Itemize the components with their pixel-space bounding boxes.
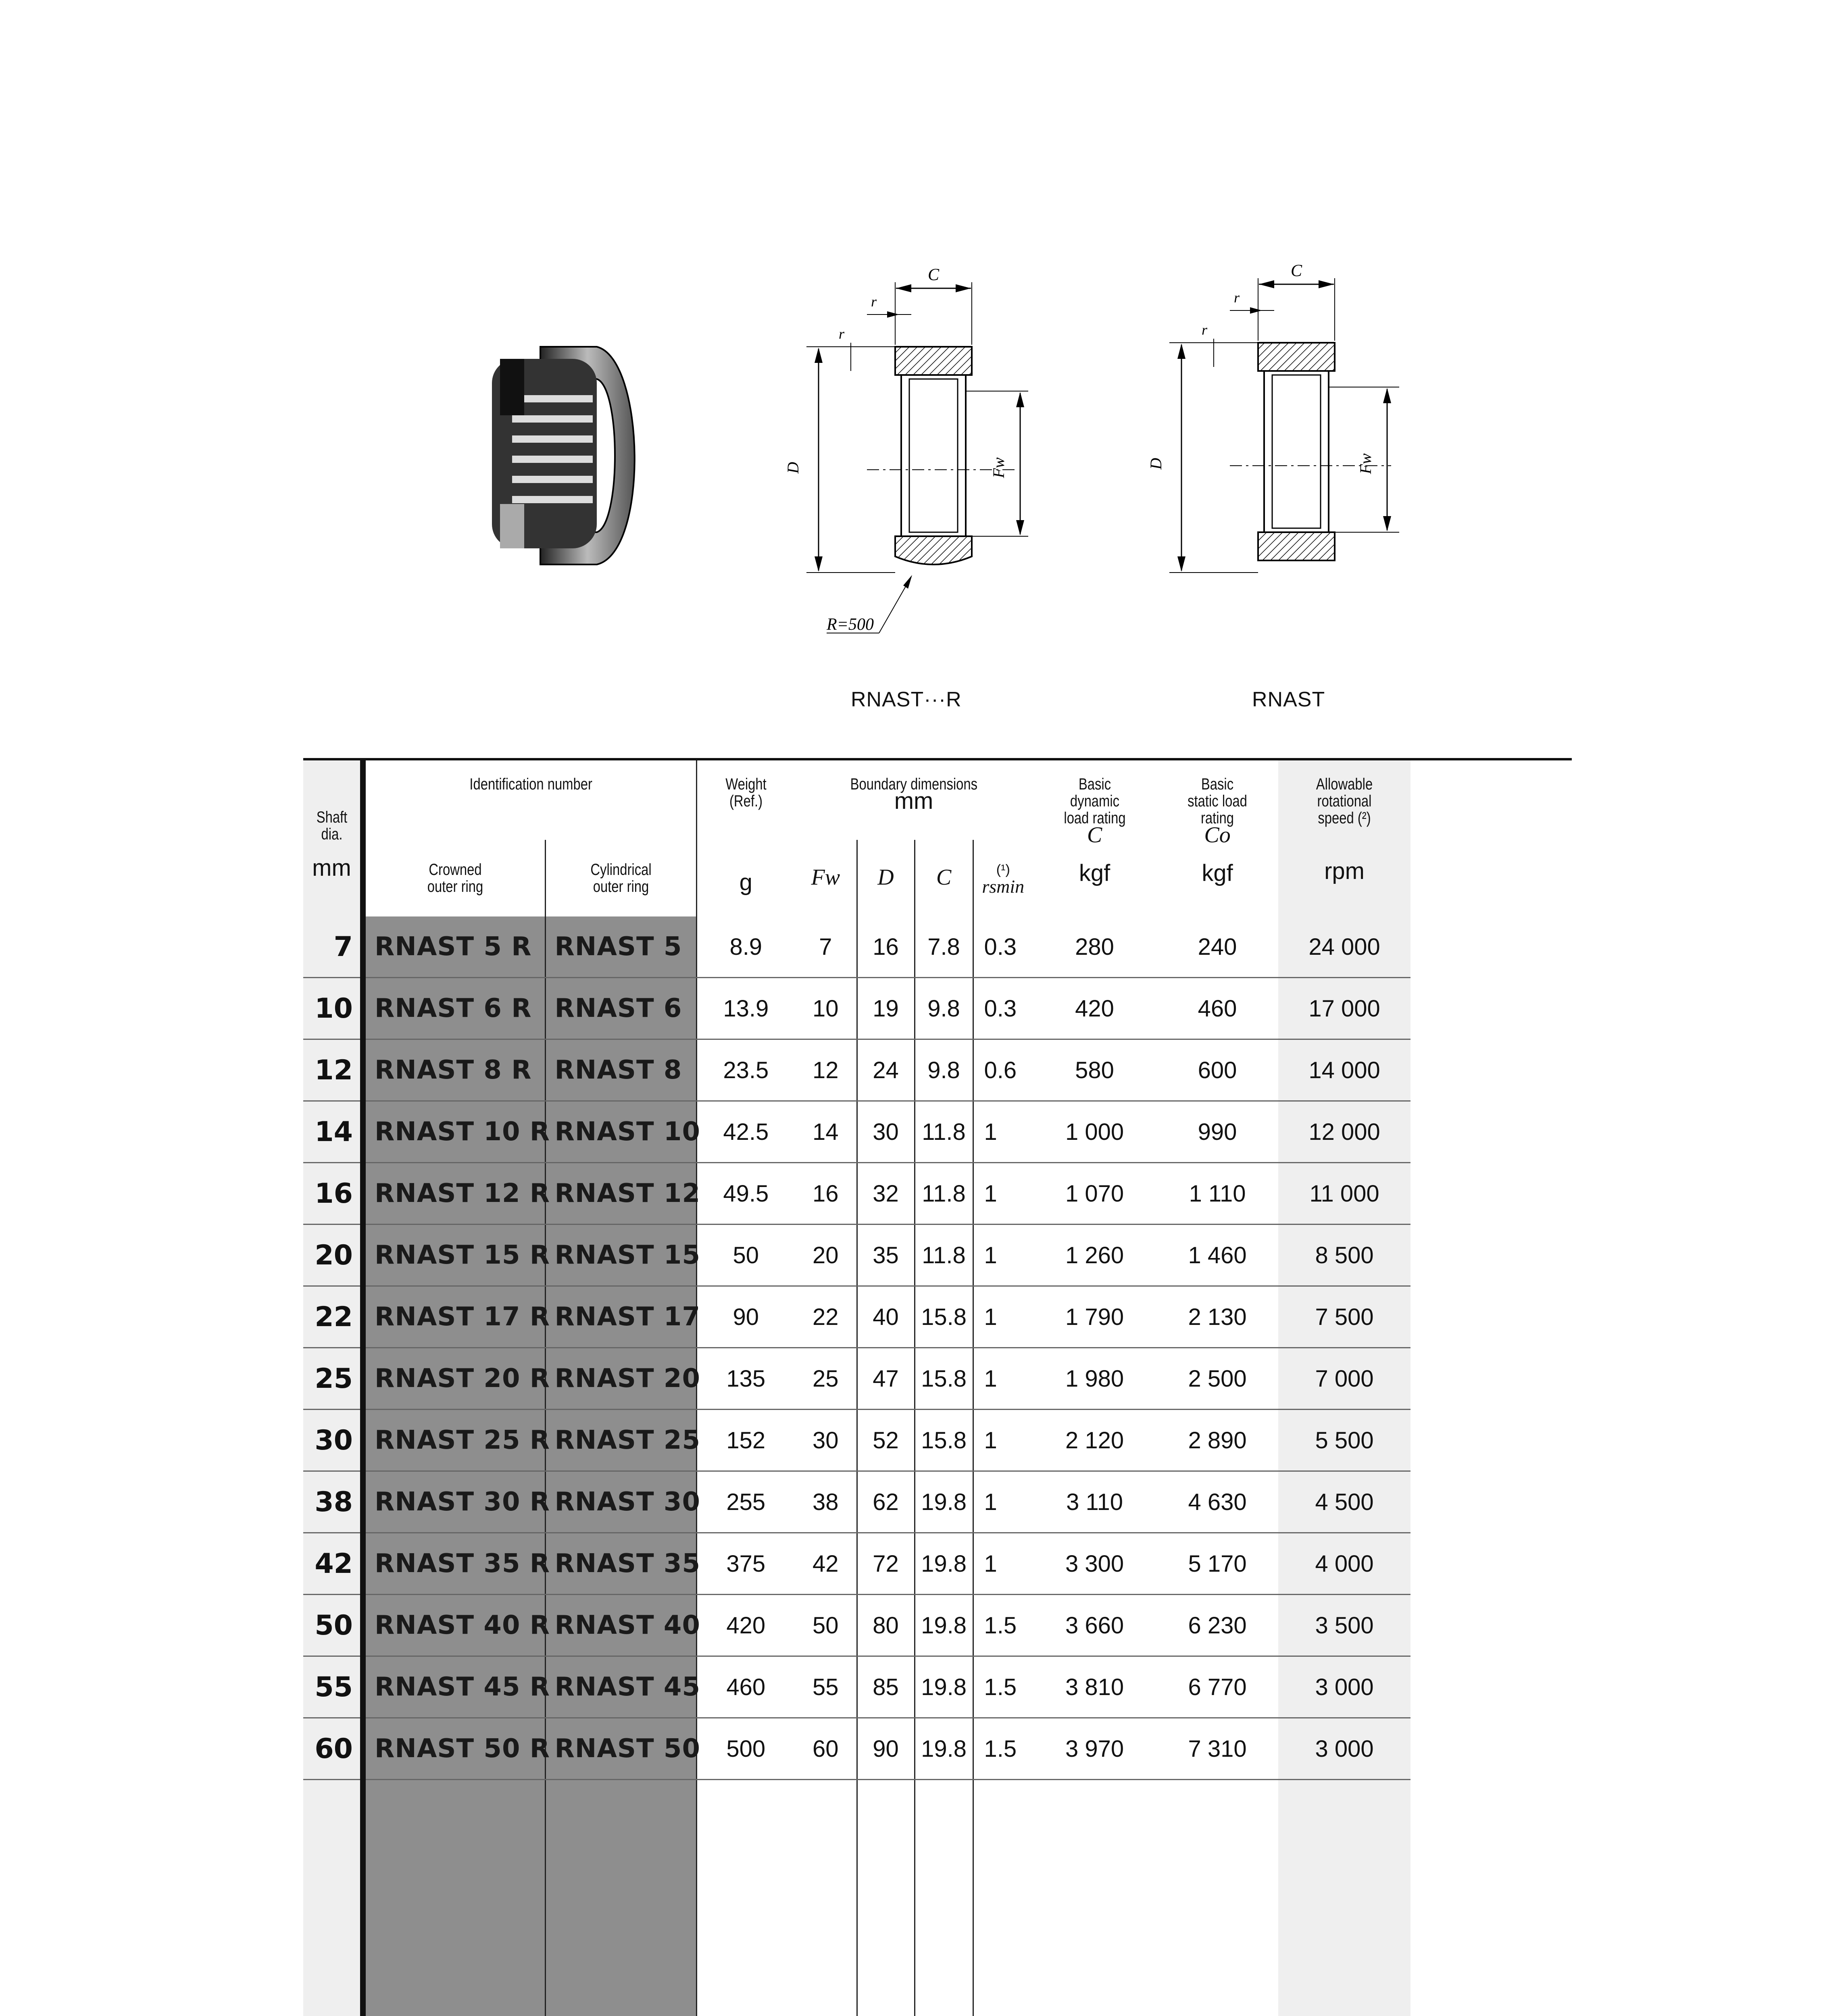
cell-weight: 460 (696, 1656, 795, 1718)
cell-c: 19.8 (915, 1471, 973, 1533)
cell-c: 11.8 (915, 1163, 973, 1225)
cell-shaft: 16 (303, 1163, 363, 1225)
cell-rsmin: 0.3 (973, 978, 1033, 1039)
cell-c: 9.8 (915, 978, 973, 1039)
cell-static: 6 770 (1156, 1656, 1278, 1718)
header-crowned (363, 840, 545, 916)
header-dynamic-label: Basic dynamic load rating (1063, 775, 1126, 827)
cell-shaft: 25 (303, 1348, 363, 1410)
cell-rsmin: 1 (973, 1410, 1033, 1471)
bearing-photo (476, 335, 653, 577)
cell-speed: 11 000 (1278, 1163, 1410, 1225)
cell-c: 7.8 (915, 916, 973, 978)
cell-dynamic: 1 790 (1033, 1286, 1156, 1348)
dim-c-label-2: C (1290, 262, 1302, 280)
cell-dynamic: 3 110 (1033, 1471, 1156, 1533)
table-row (303, 1348, 1572, 1410)
cell-crowned: RNAST 35 R (363, 1533, 545, 1595)
cell-static: 1 110 (1156, 1163, 1278, 1225)
cell-weight: 50 (696, 1225, 795, 1286)
cell-rsmin: 0.3 (973, 916, 1033, 978)
svg-text:r: r (1202, 322, 1208, 338)
cell-static: 2 500 (1156, 1348, 1278, 1410)
cell-c: 15.8 (915, 1286, 973, 1348)
header-speed-label: Allowable rotational speed (²) (1316, 775, 1373, 827)
caption-rnast-r: RNAST···R (851, 688, 962, 711)
cell-rsmin: 1 (973, 1348, 1033, 1410)
dim-d-label-2: D (1147, 458, 1165, 470)
cell-static: 600 (1156, 1039, 1278, 1101)
cell-c: 15.8 (915, 1348, 973, 1410)
cell-shaft: 22 (303, 1286, 363, 1348)
cell-d: 62 (857, 1471, 915, 1533)
cell-dynamic: 1 260 (1033, 1225, 1156, 1286)
cell-dynamic: 3 660 (1033, 1595, 1156, 1656)
cell-shaft: 55 (303, 1656, 363, 1718)
cell-c: 15.8 (915, 1410, 973, 1471)
cell-static: 2 130 (1156, 1286, 1278, 1348)
header-d (857, 840, 915, 916)
cell-d: 16 (857, 916, 915, 978)
cell-weight: 49.5 (696, 1163, 795, 1225)
cell-rsmin: 1 (973, 1533, 1033, 1595)
cell-cylindrical: RNAST 25 (545, 1410, 696, 1471)
cell-dynamic: 1 070 (1033, 1163, 1156, 1225)
svg-text:r: r (839, 326, 845, 342)
table-row (303, 1718, 1572, 1780)
cell-cylindrical: RNAST 30 (545, 1471, 696, 1533)
cell-rsmin: 1 (973, 1225, 1033, 1286)
cell-shaft: 12 (303, 1039, 363, 1101)
cell-c: 19.8 (915, 1656, 973, 1718)
cell-weight: 420 (696, 1595, 795, 1656)
cell-weight: 90 (696, 1286, 795, 1348)
table-filler (303, 1780, 1572, 2016)
table-row (303, 1286, 1572, 1348)
header-rsmin-symbol: rsmin (982, 876, 1025, 897)
header-weight (696, 759, 795, 916)
header-speed (1278, 759, 1410, 916)
cell-d: 85 (857, 1656, 915, 1718)
cell-c: 19.8 (915, 1718, 973, 1780)
cell-weight: 152 (696, 1410, 795, 1471)
header-fw-symbol: Fw (811, 864, 840, 890)
dim-c-label: C (927, 266, 940, 284)
spec-table (303, 758, 1572, 2016)
table-row (303, 1163, 1572, 1225)
header-rsmin-note: (¹) (996, 862, 1010, 877)
table-row (303, 1225, 1572, 1286)
header-c-symbol: C (936, 864, 952, 890)
header-crowned-label: Crowned outer ring (427, 861, 483, 896)
table-row (303, 1471, 1572, 1533)
cell-shaft: 38 (303, 1471, 363, 1533)
header-weight-unit: g (739, 869, 752, 896)
cell-rsmin: 1.5 (973, 1595, 1033, 1656)
table-row (303, 1656, 1572, 1718)
drawing-rnast-r (766, 258, 1048, 661)
header-identification-label: Identification number (469, 775, 592, 793)
header-boundary-unit: mm (894, 788, 933, 814)
cell-fw: 60 (795, 1718, 857, 1780)
cell-dynamic: 280 (1033, 916, 1156, 978)
cell-dynamic: 1 980 (1033, 1348, 1156, 1410)
cell-fw: 12 (795, 1039, 857, 1101)
cell-d: 72 (857, 1533, 915, 1595)
header-speed-unit: rpm (1324, 858, 1365, 884)
cell-speed: 3 000 (1278, 1656, 1410, 1718)
header-c (915, 840, 973, 916)
cell-fw: 38 (795, 1471, 857, 1533)
cell-cylindrical: RNAST 20 (545, 1348, 696, 1410)
header-d-symbol: D (877, 864, 894, 890)
cell-shaft: 10 (303, 978, 363, 1039)
cell-static: 4 630 (1156, 1471, 1278, 1533)
cell-shaft: 14 (303, 1101, 363, 1163)
cell-fw: 16 (795, 1163, 857, 1225)
cell-fw: 30 (795, 1410, 857, 1471)
cell-rsmin: 1 (973, 1163, 1033, 1225)
cell-rsmin: 1 (973, 1471, 1033, 1533)
cell-shaft: 30 (303, 1410, 363, 1471)
table-row (303, 1039, 1572, 1101)
table-row (303, 916, 1572, 978)
cell-fw: 50 (795, 1595, 857, 1656)
cell-d: 80 (857, 1595, 915, 1656)
cell-cylindrical: RNAST 8 (545, 1039, 696, 1101)
cell-crowned: RNAST 45 R (363, 1656, 545, 1718)
cell-crowned: RNAST 6 R (363, 978, 545, 1039)
cell-speed: 12 000 (1278, 1101, 1410, 1163)
cell-cylindrical: RNAST 6 (545, 978, 696, 1039)
cell-static: 6 230 (1156, 1595, 1278, 1656)
cell-speed: 7 500 (1278, 1286, 1410, 1348)
cell-crowned: RNAST 40 R (363, 1595, 545, 1656)
cell-crowned: RNAST 50 R (363, 1718, 545, 1780)
header-weight-label: Weight (Ref.) (725, 775, 767, 810)
cell-speed: 5 500 (1278, 1410, 1410, 1471)
cell-cylindrical: RNAST 35 (545, 1533, 696, 1595)
cell-dynamic: 3 970 (1033, 1718, 1156, 1780)
table-row (303, 1101, 1572, 1163)
cell-dynamic: 1 000 (1033, 1101, 1156, 1163)
cell-crowned: RNAST 30 R (363, 1471, 545, 1533)
header-identification (363, 759, 696, 840)
cell-crowned: RNAST 25 R (363, 1410, 545, 1471)
cell-d: 52 (857, 1410, 915, 1471)
cell-rsmin: 0.6 (973, 1039, 1033, 1101)
cell-shaft: 42 (303, 1533, 363, 1595)
cell-weight: 23.5 (696, 1039, 795, 1101)
header-static-label: Basic static load rating (1188, 775, 1247, 827)
cell-c: 19.8 (915, 1595, 973, 1656)
cell-fw: 42 (795, 1533, 857, 1595)
cell-d: 90 (857, 1718, 915, 1780)
cell-shaft: 60 (303, 1718, 363, 1780)
header-cylindrical-label: Cylindrical outer ring (590, 861, 652, 896)
cell-static: 990 (1156, 1101, 1278, 1163)
cell-c: 11.8 (915, 1101, 973, 1163)
cell-d: 35 (857, 1225, 915, 1286)
cell-weight: 500 (696, 1718, 795, 1780)
header-fw (795, 840, 857, 916)
header-dynamic (1033, 759, 1156, 916)
cell-fw: 25 (795, 1348, 857, 1410)
cell-static: 2 890 (1156, 1410, 1278, 1471)
cell-dynamic: 420 (1033, 978, 1156, 1039)
cell-cylindrical: RNAST 12 (545, 1163, 696, 1225)
cell-speed: 17 000 (1278, 978, 1410, 1039)
cell-c: 11.8 (915, 1225, 973, 1286)
cell-weight: 8.9 (696, 916, 795, 978)
header-boundary (795, 759, 1033, 840)
cell-d: 30 (857, 1101, 915, 1163)
cell-crowned: RNAST 17 R (363, 1286, 545, 1348)
cell-weight: 375 (696, 1533, 795, 1595)
cell-cylindrical: RNAST 10 (545, 1101, 696, 1163)
cell-speed: 7 000 (1278, 1348, 1410, 1410)
cell-dynamic: 2 120 (1033, 1410, 1156, 1471)
cell-fw: 20 (795, 1225, 857, 1286)
header-boundary-label: Boundary dimensions (850, 775, 977, 793)
cell-fw: 14 (795, 1101, 857, 1163)
dim-d-label: D (784, 462, 802, 474)
dim-fw-label-2: Fw (1356, 453, 1375, 474)
table-row (303, 1410, 1572, 1471)
cell-c: 9.8 (915, 1039, 973, 1101)
header-shaft-unit: mm (312, 855, 351, 881)
cell-cylindrical: RNAST 40 (545, 1595, 696, 1656)
cell-cylindrical: RNAST 15 (545, 1225, 696, 1286)
cell-dynamic: 3 300 (1033, 1533, 1156, 1595)
caption-rnast: RNAST (1252, 688, 1325, 711)
cell-static: 7 310 (1156, 1718, 1278, 1780)
cell-fw: 10 (795, 978, 857, 1039)
cell-speed: 14 000 (1278, 1039, 1410, 1101)
cell-static: 460 (1156, 978, 1278, 1039)
cell-weight: 42.5 (696, 1101, 795, 1163)
cell-speed: 8 500 (1278, 1225, 1410, 1286)
cell-crowned: RNAST 20 R (363, 1348, 545, 1410)
drawing-rnast (1147, 258, 1440, 621)
cell-d: 19 (857, 978, 915, 1039)
cell-cylindrical: RNAST 5 (545, 916, 696, 978)
cell-crowned: RNAST 10 R (363, 1101, 545, 1163)
cell-static: 5 170 (1156, 1533, 1278, 1595)
cell-rsmin: 1.5 (973, 1656, 1033, 1718)
radius-note: R=500 (827, 615, 874, 634)
cell-fw: 7 (795, 916, 857, 978)
cell-static: 240 (1156, 916, 1278, 978)
cell-speed: 3 000 (1278, 1718, 1410, 1780)
cell-speed: 3 500 (1278, 1595, 1410, 1656)
cell-d: 32 (857, 1163, 915, 1225)
cell-d: 40 (857, 1286, 915, 1348)
header-shaft (303, 759, 363, 916)
cell-d: 24 (857, 1039, 915, 1101)
cell-rsmin: 1 (973, 1286, 1033, 1348)
cell-rsmin: 1.5 (973, 1718, 1033, 1780)
cell-dynamic: 3 810 (1033, 1656, 1156, 1718)
header-rsmin (973, 840, 1033, 916)
dim-fw-label: Fw (990, 457, 1008, 478)
cell-c: 19.8 (915, 1533, 973, 1595)
dim-r-label-2: r (1234, 289, 1240, 306)
cell-speed: 4 000 (1278, 1533, 1410, 1595)
cell-cylindrical: RNAST 50 (545, 1718, 696, 1780)
cell-crowned: RNAST 8 R (363, 1039, 545, 1101)
cell-weight: 13.9 (696, 978, 795, 1039)
cell-fw: 55 (795, 1656, 857, 1718)
cell-weight: 255 (696, 1471, 795, 1533)
cell-shaft: 20 (303, 1225, 363, 1286)
cell-rsmin: 1 (973, 1101, 1033, 1163)
cell-weight: 135 (696, 1348, 795, 1410)
cell-crowned: RNAST 12 R (363, 1163, 545, 1225)
header-dynamic-symbol: C (1087, 823, 1102, 848)
dim-r-label: r (871, 294, 877, 310)
table-row (303, 1595, 1572, 1656)
cell-crowned: RNAST 15 R (363, 1225, 545, 1286)
cell-d: 47 (857, 1348, 915, 1410)
header-cylindrical (545, 840, 696, 916)
header-static-symbol: Co (1204, 823, 1231, 848)
header-dynamic-unit: kgf (1079, 860, 1110, 886)
table-row (303, 1533, 1572, 1595)
cell-fw: 22 (795, 1286, 857, 1348)
cell-shaft: 7 (303, 916, 363, 978)
cell-dynamic: 580 (1033, 1039, 1156, 1101)
cell-shaft: 50 (303, 1595, 363, 1656)
header-static (1156, 759, 1278, 916)
cell-speed: 4 500 (1278, 1471, 1410, 1533)
cell-speed: 24 000 (1278, 916, 1410, 978)
cell-crowned: RNAST 5 R (363, 916, 545, 978)
cell-cylindrical: RNAST 45 (545, 1656, 696, 1718)
cell-static: 1 460 (1156, 1225, 1278, 1286)
header-static-unit: kgf (1202, 860, 1233, 886)
header-shaft-label: Shaft dia. (316, 808, 347, 843)
table-row (303, 978, 1572, 1039)
cell-cylindrical: RNAST 17 (545, 1286, 696, 1348)
